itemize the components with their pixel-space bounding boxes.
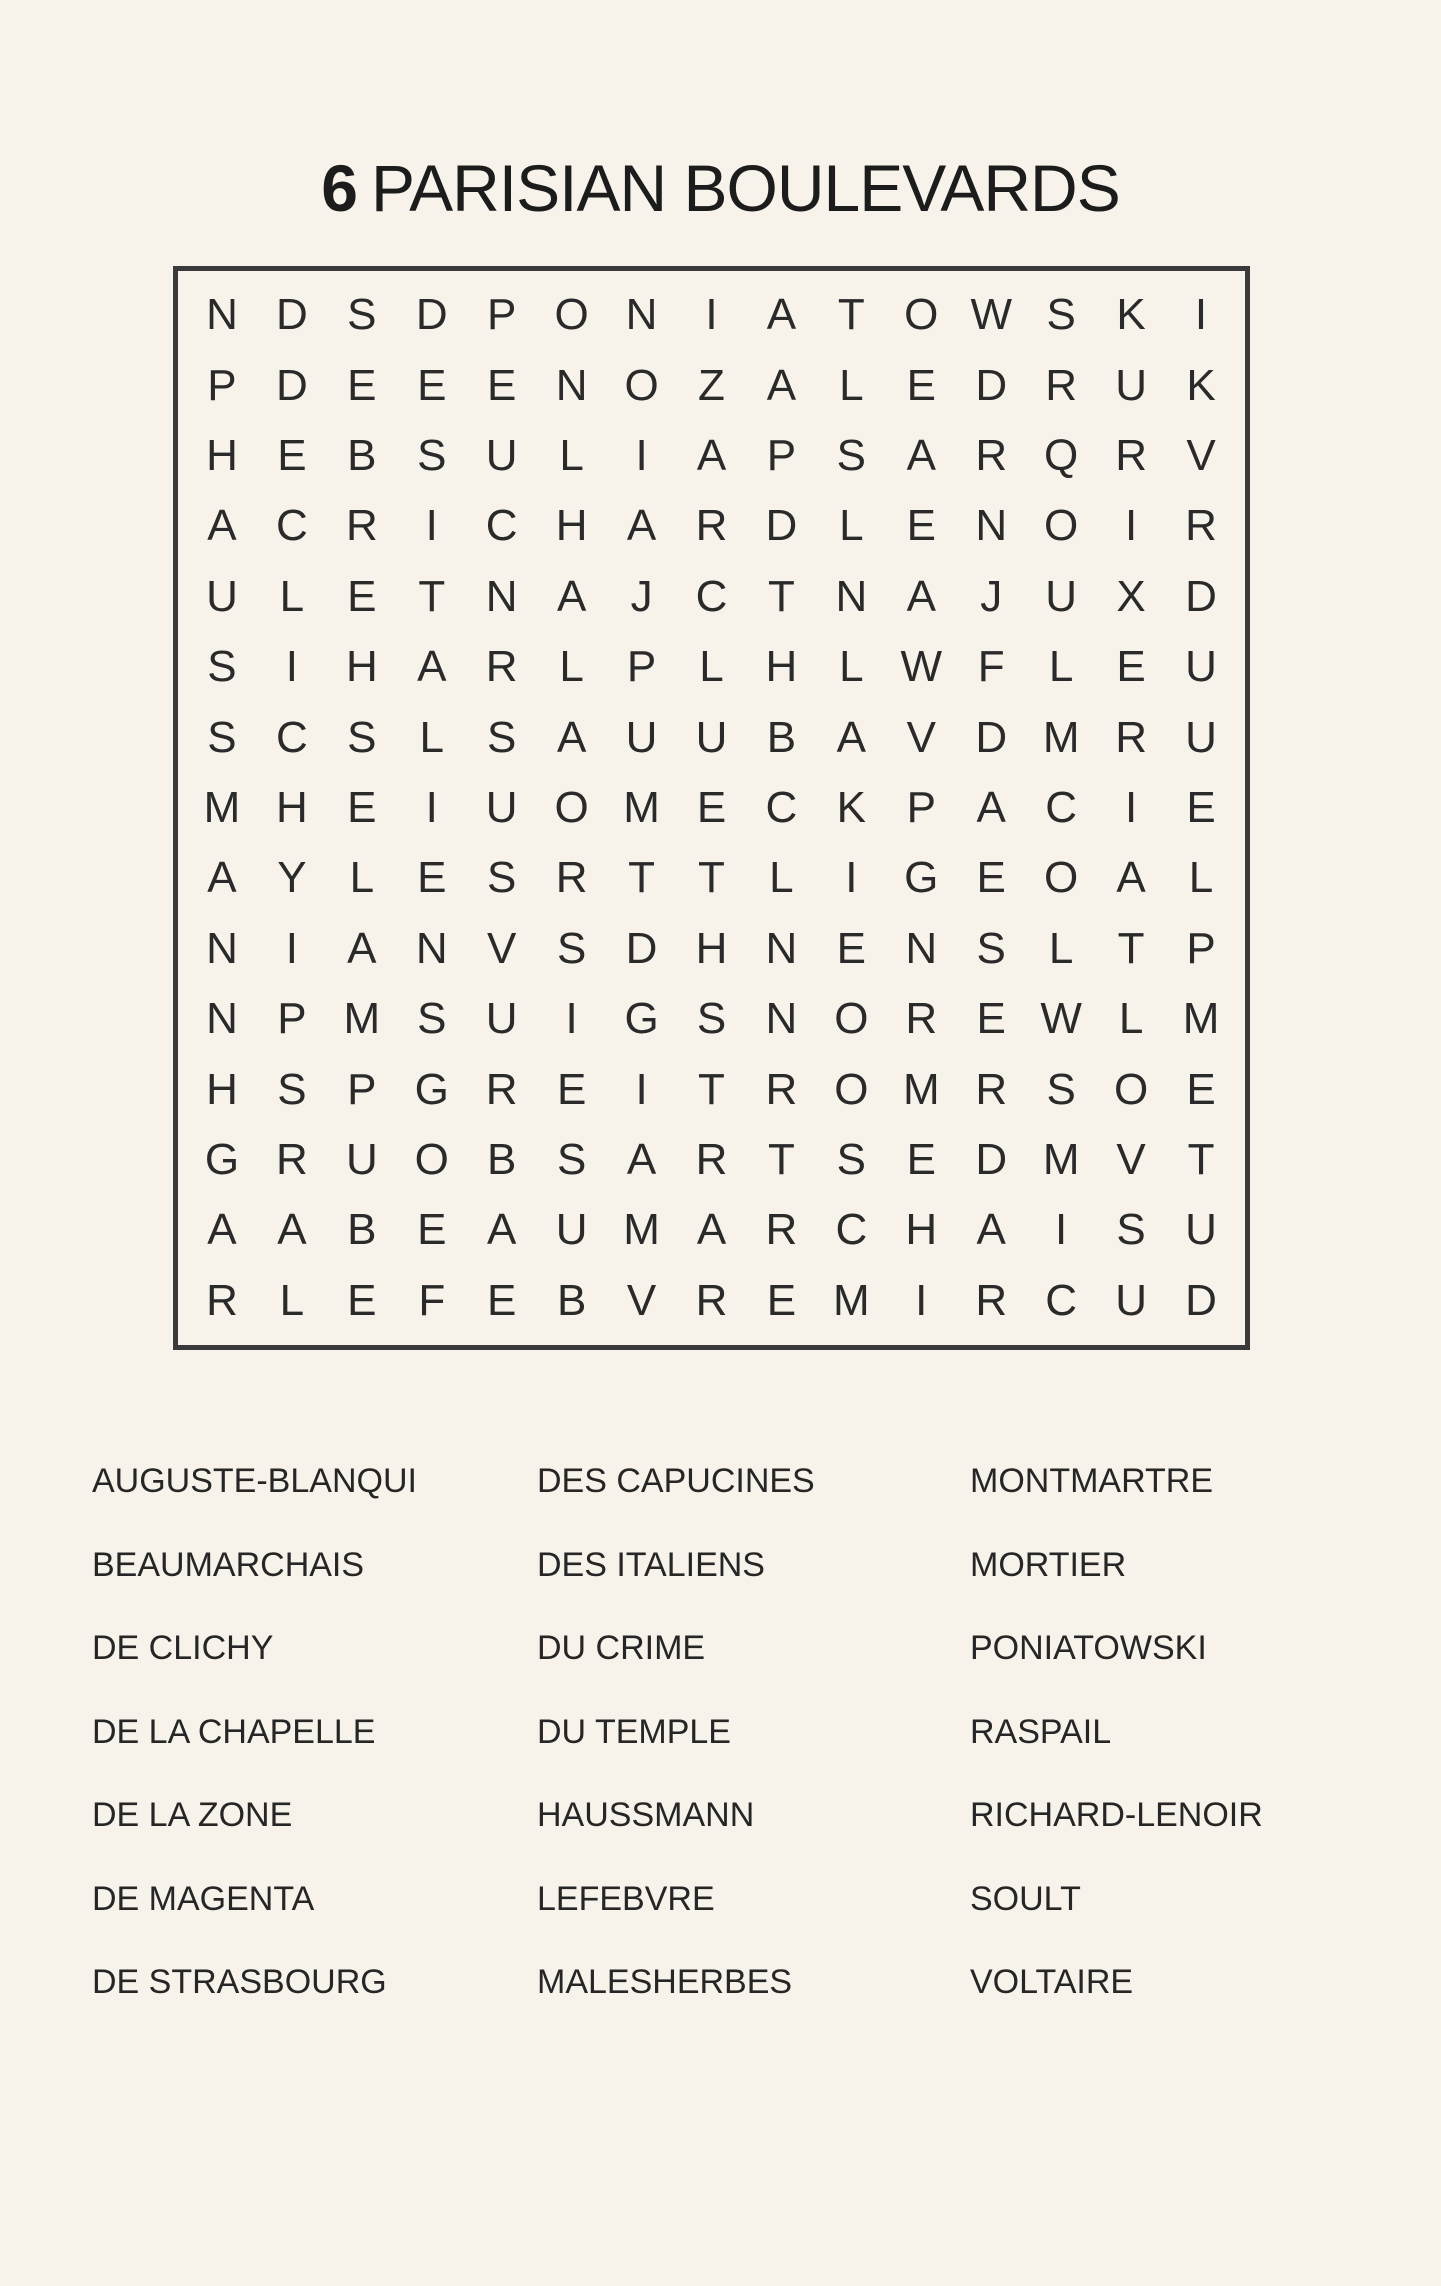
grid-letter: N — [415, 923, 448, 973]
grid-letter: U — [485, 994, 518, 1044]
grid-letter: U — [555, 1205, 588, 1255]
grid-letter: U — [695, 712, 728, 762]
grid-letter: P — [626, 642, 657, 692]
grid-letter: S — [207, 712, 237, 762]
grid-letter: D — [415, 290, 448, 340]
grid-letter: N — [206, 290, 238, 340]
grid-letter: I — [285, 642, 298, 692]
grid-letter: Y — [277, 853, 307, 903]
grid-letter: N — [485, 571, 518, 621]
grid-letter: E — [906, 501, 936, 551]
grid-letter: N — [765, 994, 798, 1044]
grid-letter: L — [839, 501, 864, 551]
grid-letter: T — [1117, 923, 1145, 973]
grid-letter: R — [695, 501, 728, 551]
grid-letter: M — [1182, 994, 1220, 1044]
grid-letter: V — [487, 923, 517, 973]
grid-letter: R — [555, 853, 588, 903]
grid-letter: V — [906, 712, 936, 762]
word-list-column-2 — [537, 1440, 815, 2025]
grid-letter: M — [623, 1205, 660, 1255]
word-list-item: DU TEMPLE — [537, 1712, 731, 1751]
grid-letter: C — [276, 712, 308, 762]
grid-letter: L — [699, 642, 724, 692]
grid-letter: U — [1185, 1205, 1217, 1255]
grid-letter: L — [349, 853, 375, 903]
grid-letter: L — [1048, 642, 1074, 692]
grid-letter: I — [705, 290, 718, 340]
grid-letter: T — [767, 1134, 795, 1184]
word-list-item: DE STRASBOURG — [92, 1963, 387, 2001]
grid-letter: U — [485, 782, 518, 832]
grid-letter: I — [285, 923, 298, 973]
grid-letter: D — [276, 360, 308, 410]
grid-letter: A — [556, 571, 587, 621]
grid-letter: U — [1045, 571, 1078, 621]
grid-letter: S — [487, 853, 517, 903]
grid-letter: A — [976, 782, 1006, 832]
grid-letter: B — [347, 430, 377, 480]
grid-letter: R — [695, 1134, 728, 1184]
grid-letter: R — [975, 1064, 1008, 1114]
grid-letter: H — [206, 1064, 238, 1114]
grid-letter: E — [556, 1064, 587, 1114]
grid-letter: R — [485, 1064, 518, 1114]
grid-letter: E — [347, 360, 377, 410]
grid-letter: S — [1046, 290, 1076, 340]
grid-letter: E — [347, 571, 377, 621]
grid-letter: M — [343, 994, 381, 1044]
grid-letter: I — [635, 1064, 648, 1114]
grid-letter: U — [1185, 642, 1217, 692]
grid-letter: A — [696, 430, 727, 480]
grid-letter: S — [1116, 1205, 1146, 1255]
word-list-column-3 — [970, 1440, 1263, 2025]
grid-letter: E — [347, 1275, 377, 1325]
grid-letter: E — [1186, 782, 1216, 832]
grid-letter: I — [1194, 290, 1208, 340]
grid-letter: U — [1185, 712, 1217, 762]
grid-letter: E — [417, 853, 447, 903]
grid-letter: E — [976, 853, 1006, 903]
grid-letter: S — [976, 923, 1006, 973]
grid-letter: A — [626, 501, 657, 551]
grid-letter: N — [765, 923, 798, 973]
word-list-item: DE MAGENTA — [92, 1879, 315, 1918]
grid-letter: R — [905, 994, 938, 1044]
grid-letter: S — [417, 430, 447, 480]
grid-letter: R — [1045, 360, 1078, 410]
grid-letter: Q — [1044, 430, 1079, 480]
grid-letter: N — [835, 571, 868, 621]
word-list-item: RICHARD-LENOIR — [970, 1796, 1263, 1834]
grid-letter: E — [696, 782, 727, 832]
grid-letter: O — [1044, 501, 1079, 551]
grid-letter: E — [976, 994, 1006, 1044]
grid-letter: O — [624, 360, 659, 410]
grid-letter: M — [1042, 712, 1080, 762]
word-list-column-1 — [92, 1440, 417, 2025]
grid-letter: A — [766, 360, 797, 410]
grid-letter: E — [417, 1205, 447, 1255]
word-list-item: AUGUSTE-BLANQUI — [92, 1462, 417, 1500]
puzzle-number: 6 — [321, 151, 357, 225]
word-list-item: MALESHERBES — [537, 1963, 793, 2001]
grid-letter: L — [559, 642, 584, 692]
grid-letter: D — [765, 501, 798, 551]
grid-letter: R — [765, 1064, 798, 1114]
grid-letter: S — [1046, 1064, 1076, 1114]
grid-letter: E — [906, 360, 936, 410]
grid-letter: V — [626, 1275, 657, 1325]
grid-letter: U — [625, 712, 658, 762]
grid-letter: J — [630, 571, 653, 621]
word-list-item: MORTIER — [970, 1545, 1127, 1584]
grid-letter: M — [203, 782, 241, 832]
grid-letter: E — [277, 430, 307, 480]
grid-letter: I — [1124, 501, 1138, 551]
grid-letter: S — [487, 712, 517, 762]
grid-letter: A — [487, 1205, 517, 1255]
grid-letter: L — [279, 571, 305, 621]
grid-letter: N — [555, 360, 588, 410]
grid-letter: D — [276, 290, 308, 340]
grid-letter: U — [345, 1134, 378, 1184]
grid-letter: U — [485, 430, 518, 480]
grid-letter: B — [347, 1205, 377, 1255]
word-search-grid-frame — [173, 266, 1250, 1350]
grid-letter: H — [276, 782, 308, 832]
grid-letter: S — [836, 430, 867, 480]
word-list-item: DU CRIME — [537, 1629, 706, 1667]
grid-letter: A — [207, 853, 237, 903]
grid-letter: Z — [698, 360, 725, 410]
grid-letter: L — [1048, 923, 1074, 973]
grid-letter: L — [839, 642, 864, 692]
grid-letter: M — [902, 1064, 940, 1114]
grid-letter: V — [1116, 1134, 1146, 1184]
grid-letter: D — [975, 1134, 1008, 1184]
grid-letter: R — [1115, 712, 1147, 762]
word-list-item: SOULT — [970, 1879, 1081, 1918]
grid-letter: D — [625, 923, 658, 973]
grid-letter: P — [347, 1064, 377, 1114]
grid-letter: B — [556, 1275, 587, 1325]
grid-letter: L — [769, 853, 794, 903]
grid-letter: C — [276, 501, 308, 551]
grid-letter: A — [556, 712, 587, 762]
grid-letter: U — [1115, 1275, 1147, 1325]
grid-letter: O — [414, 1134, 449, 1184]
grid-letter: L — [279, 1275, 305, 1325]
grid-letter: E — [906, 1134, 936, 1184]
grid-letter: O — [834, 994, 869, 1044]
grid-letter: H — [695, 923, 728, 973]
grid-letter: A — [207, 1205, 237, 1255]
grid-letter: P — [487, 290, 517, 340]
grid-letter: K — [1186, 360, 1216, 410]
grid-letter: R — [485, 642, 518, 692]
grid-letter: C — [835, 1205, 868, 1255]
grid-letter: P — [277, 994, 307, 1044]
grid-letter: P — [207, 360, 237, 410]
grid-letter: L — [419, 712, 444, 762]
grid-letter: A — [347, 923, 377, 973]
grid-letter: I — [845, 853, 858, 903]
grid-letter: G — [204, 1134, 240, 1184]
grid-letter: O — [834, 1064, 869, 1114]
grid-letter: R — [695, 1275, 728, 1325]
grid-letter: D — [975, 712, 1008, 762]
grid-letter: C — [1045, 1275, 1078, 1325]
grid-letter: C — [765, 782, 798, 832]
grid-letter: I — [635, 430, 648, 480]
grid-letter: R — [206, 1275, 238, 1325]
grid-letter: D — [975, 360, 1008, 410]
word-list-item: DES ITALIENS — [537, 1545, 765, 1584]
grid-letter: R — [975, 430, 1008, 480]
grid-letter: N — [975, 501, 1008, 551]
grid-letter: C — [485, 501, 518, 551]
grid-letter: W — [970, 290, 1012, 340]
grid-letter: P — [766, 430, 797, 480]
grid-letter: B — [487, 1134, 517, 1184]
grid-letter: J — [980, 571, 1003, 621]
grid-letter: E — [766, 1275, 797, 1325]
grid-letter: E — [1186, 1064, 1216, 1114]
grid-letter: D — [1185, 1275, 1217, 1325]
puzzle-title — [0, 148, 1441, 228]
grid-letter: I — [1124, 782, 1138, 832]
grid-letter: L — [1118, 994, 1144, 1044]
grid-letter: V — [1186, 430, 1216, 480]
grid-letter: O — [554, 782, 589, 832]
grid-letter: T — [1187, 1134, 1215, 1184]
grid-letter: M — [1042, 1134, 1080, 1184]
grid-letter: N — [625, 290, 658, 340]
grid-letter: W — [1040, 994, 1082, 1044]
grid-letter: R — [1115, 430, 1147, 480]
grid-letter: L — [559, 430, 584, 480]
grid-letter: G — [904, 853, 939, 903]
grid-letter: D — [1185, 571, 1217, 621]
grid-letter: G — [624, 994, 659, 1044]
grid-letter: R — [975, 1275, 1008, 1325]
grid-letter: O — [904, 290, 939, 340]
grid-letter: T — [767, 571, 795, 621]
grid-letter: W — [900, 642, 943, 692]
grid-letter: A — [696, 1205, 727, 1255]
grid-letter: N — [206, 923, 238, 973]
grid-letter: A — [417, 642, 447, 692]
grid-letter: G — [414, 1064, 449, 1114]
grid-letter: A — [1116, 853, 1146, 903]
grid-letter: U — [206, 571, 238, 621]
word-search-grid — [187, 280, 1236, 1336]
word-list-item: HAUSSMANN — [537, 1796, 755, 1834]
grid-letter: F — [977, 642, 1005, 692]
grid-letter: C — [1045, 782, 1078, 832]
grid-letter: O — [1113, 1064, 1149, 1114]
grid-letter: A — [906, 430, 936, 480]
grid-letter: U — [1115, 360, 1147, 410]
grid-letter: I — [425, 501, 438, 551]
grid-letter: T — [628, 853, 655, 903]
grid-letter: A — [906, 571, 936, 621]
grid-letter: H — [905, 1205, 938, 1255]
grid-letter: L — [839, 360, 864, 410]
grid-letter: H — [345, 642, 378, 692]
grid-letter: S — [556, 923, 587, 973]
grid-letter: S — [277, 1064, 307, 1114]
grid-letter: A — [836, 712, 867, 762]
grid-letter: A — [766, 290, 797, 340]
grid-letter: R — [276, 1134, 308, 1184]
grid-letter: T — [698, 853, 725, 903]
word-list-item: DES CAPUCINES — [537, 1462, 815, 1500]
grid-letter: H — [555, 501, 588, 551]
grid-letter: I — [425, 782, 438, 832]
grid-letter: N — [905, 923, 938, 973]
grid-letter: E — [1116, 642, 1146, 692]
grid-letter: R — [1185, 501, 1217, 551]
grid-letter: H — [206, 430, 238, 480]
grid-letter: T — [418, 571, 446, 621]
grid-letter: L — [1188, 853, 1214, 903]
grid-letter: S — [556, 1134, 587, 1184]
grid-letter: A — [626, 1134, 657, 1184]
word-list-item: DE LA CHAPELLE — [92, 1712, 376, 1751]
grid-letter: I — [1055, 1205, 1068, 1255]
grid-letter: I — [915, 1275, 928, 1325]
word-list-item: DE LA ZONE — [92, 1796, 293, 1834]
grid-letter: H — [765, 642, 798, 692]
word-list-item: RASPAIL — [970, 1712, 1112, 1751]
word-list-item: PONIATOWSKI — [970, 1629, 1207, 1667]
grid-letter: M — [623, 782, 660, 832]
word-list-item: LEFEBVRE — [537, 1879, 715, 1918]
grid-letter: R — [345, 501, 378, 551]
word-list-item: VOLTAIRE — [970, 1963, 1134, 2001]
grid-letter: N — [206, 994, 238, 1044]
grid-letter: E — [487, 360, 517, 410]
grid-letter: P — [906, 782, 936, 832]
grid-letter: E — [836, 923, 867, 973]
grid-letter: S — [417, 994, 447, 1044]
grid-letter: C — [695, 571, 728, 621]
grid-letter: B — [766, 712, 797, 762]
grid-letter: R — [765, 1205, 798, 1255]
grid-letter: T — [837, 290, 865, 340]
puzzle-title-text: PARISIAN BOULEVARDS — [370, 151, 1120, 225]
grid-letter: S — [836, 1134, 867, 1184]
grid-letter: X — [1116, 571, 1146, 621]
grid-letter: E — [347, 782, 377, 832]
grid-letter: S — [696, 994, 727, 1044]
grid-letter: I — [565, 994, 578, 1044]
grid-letter: S — [347, 712, 377, 762]
grid-letter: A — [976, 1205, 1006, 1255]
grid-letter: F — [418, 1275, 446, 1325]
grid-letter: O — [1044, 853, 1079, 903]
grid-letter: A — [277, 1205, 307, 1255]
grid-letter: K — [836, 782, 867, 832]
grid-letter: T — [698, 1064, 725, 1114]
grid-letter: E — [417, 360, 447, 410]
grid-letter: O — [554, 290, 589, 340]
grid-letter: P — [1186, 923, 1216, 973]
word-list-item: MONTMARTRE — [970, 1462, 1214, 1500]
grid-letter: S — [207, 642, 237, 692]
grid-letter: M — [833, 1275, 870, 1325]
grid-letter: S — [347, 290, 377, 340]
grid-letter: E — [487, 1275, 517, 1325]
grid-letter: K — [1116, 290, 1146, 340]
word-list-item: DE CLICHY — [92, 1629, 274, 1667]
word-list-item: BEAUMARCHAIS — [92, 1545, 365, 1584]
grid-letter: A — [207, 501, 237, 551]
